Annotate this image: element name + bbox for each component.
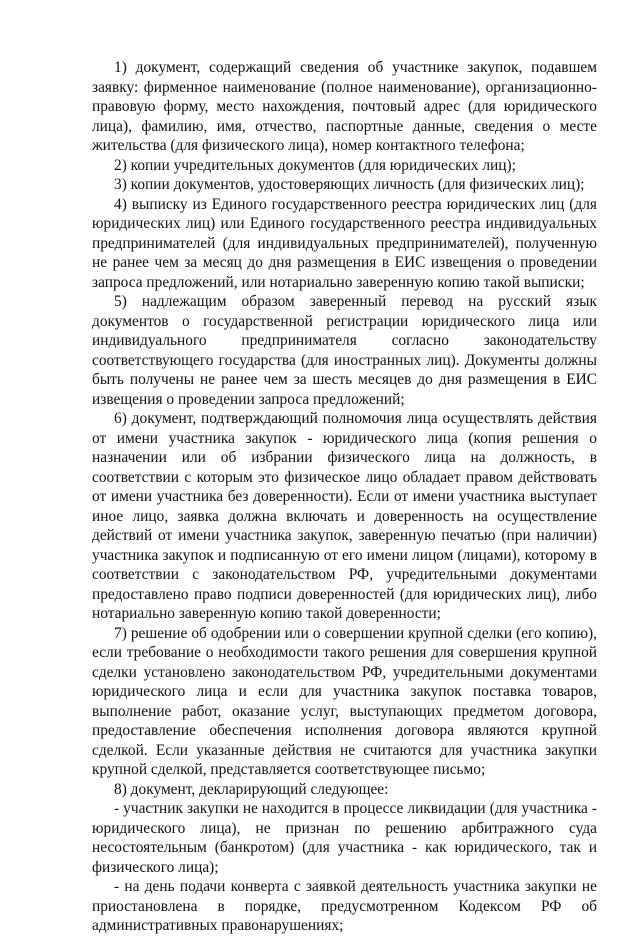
paragraph-item-3: 3) копии документов, удостоверяющих личность (для физических лиц); (114, 176, 585, 193)
paragraph-subitem-suspension: - на день подачи конверта с заявкой деятельность участника закупки не приостановлена в порядке, предусмотренном Кодексом РФ об административных правонарушениях; (92, 878, 597, 934)
document-body (92, 58, 597, 936)
paragraph-item-6: 6) документ, подтверждающий полномочия лица осуществлять действия от имени участника закупок - юридического лица (копия решения о назначении или об избрании физического лица на должность, в соответствии с которым это физическое лицо обладает правом действовать от имени участника без доверенности). Если от имени участника выступает иное лицо, заявка должна включать и доверенность на осуществление действий от имени участника закупок, заверенную печатью (при наличии) участника закупок и подписанную от его имени лицом (лицами), которому в соответствии с законодательством РФ, учредительными документами предоставлено право подписи доверенностей (для юридических лиц), либо нотариально заверенную копию такой доверенности; (92, 410, 597, 622)
paragraph-item-7: 7) решение об одобрении или о совершении крупной сделки (его копию), если требование о необходимости такого решения для совершения крупной сделки установлено законодательством РФ, учредительными документами юридического лица и если для участника закупок поставка товаров, выполнение работ, оказание услуг, выступающих предметом договора, предоставление обеспечения исполнения договора являются крупной сделкой. Если указанные действия не считаются для участника закупки крупной сделкой, представляется соответствующее письмо; (92, 624, 597, 778)
paragraph-subitem-liquidation: - участник закупки не находится в процессе ликвидации (для участника - юридического лица), не признан по решению арбитражного суда несостоятельным (банкротом) (для участника - как юридического, так и физического лица); (92, 800, 597, 876)
paragraph-item-8: 8) документ, декларирующий следующее: (114, 780, 389, 798)
paragraph-item-2: 2) копии учредительных документов (для юридических лиц); (114, 156, 516, 174)
paragraph-item-1: 1) документ, содержащий сведения об участнике закупок, подавшем заявку: фирменное наименование (полное наименование), организационно-правовую форму, место нахождения, почтовый адрес (для юридического лица), фамилию, имя, отчество, паспортные данные, сведения о месте жительства (для физического лица), номер контактного телефона; (92, 59, 597, 154)
paragraph-item-5: 5) надлежащим образом заверенный перевод на русский язык документов о государственной регистрации юридического лица или индивидуального предпринимателя согласно законодательству соответствующего государства (для иностранных лиц). Документы должны быть получены не ранее чем за шесть месяцев до дня размещения в ЕИС извещения о проведении запроса предложений; (92, 293, 597, 408)
paragraph-item-4: 4) выписку из Единого государственного реестра юридических лиц (для юридических лиц) или Единого государственного реестра индивидуальных предпринимателей (для индивидуальных предпринимателей), полученную не ранее чем за месяц до дня размещения в ЕИС извещения о проведении запроса предложений, или нотариально заверенную копию такой выписки; (92, 195, 597, 291)
